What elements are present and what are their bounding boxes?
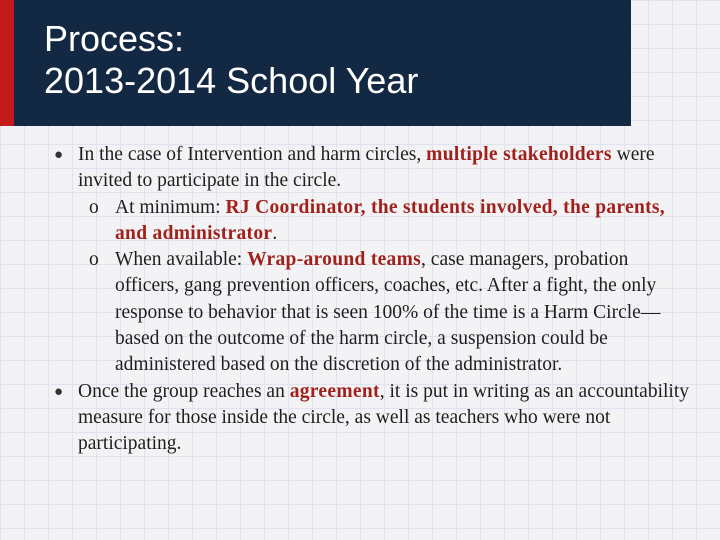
sub-bullet-text: At minimum: — [115, 196, 226, 218]
bullet-text: were invited to participate in the circle. — [78, 144, 655, 192]
bullet-text: In the case of Intervention and harm circles, — [78, 144, 427, 165]
bullet-dot-icon: ● — [54, 383, 64, 400]
bullet-dot-icon: ● — [54, 147, 64, 163]
sub-bullet-marker-icon: o — [89, 249, 99, 271]
sub-bullet-minimum — [89, 195, 693, 248]
bullet-text: Once the group reaches an — [78, 380, 290, 402]
sub-bullet-marker-icon: o — [89, 196, 99, 218]
slide-body — [54, 142, 693, 458]
sub-bullet-text: . — [272, 222, 278, 244]
accent-bar — [0, 0, 14, 126]
slide-title — [44, 18, 418, 102]
slide-title-line-1: Process: — [44, 18, 185, 59]
slide-title-line-2: 2013-2014 School Year — [44, 60, 419, 101]
highlight-text: agreement — [289, 380, 380, 402]
bullet-text: , it is put in writing as an accountability measure for those inside the circle, as well as teachers who were not participating. — [78, 380, 690, 455]
sub-bullet-when-available — [89, 247, 693, 378]
sub-bullet-text: When available: — [115, 249, 248, 271]
bullet-item-agreement — [54, 379, 693, 458]
sub-bullet-text: , case managers, probation officers, gang prevention officers, coaches, etc. After a fight, the only response to behavior that is seen 100% of the time is a Harm Circle—based on the outcome of the harm circle, a suspension could be administered based on the discretion of the administrator. — [115, 249, 661, 376]
bullet-item-stakeholders — [54, 142, 693, 195]
highlight-text: Wrap-around teams — [247, 249, 422, 271]
highlight-text: multiple stakeholders — [426, 144, 612, 165]
highlight-text: RJ Coordinator, the students involved, the parents, and administrator — [115, 196, 665, 244]
